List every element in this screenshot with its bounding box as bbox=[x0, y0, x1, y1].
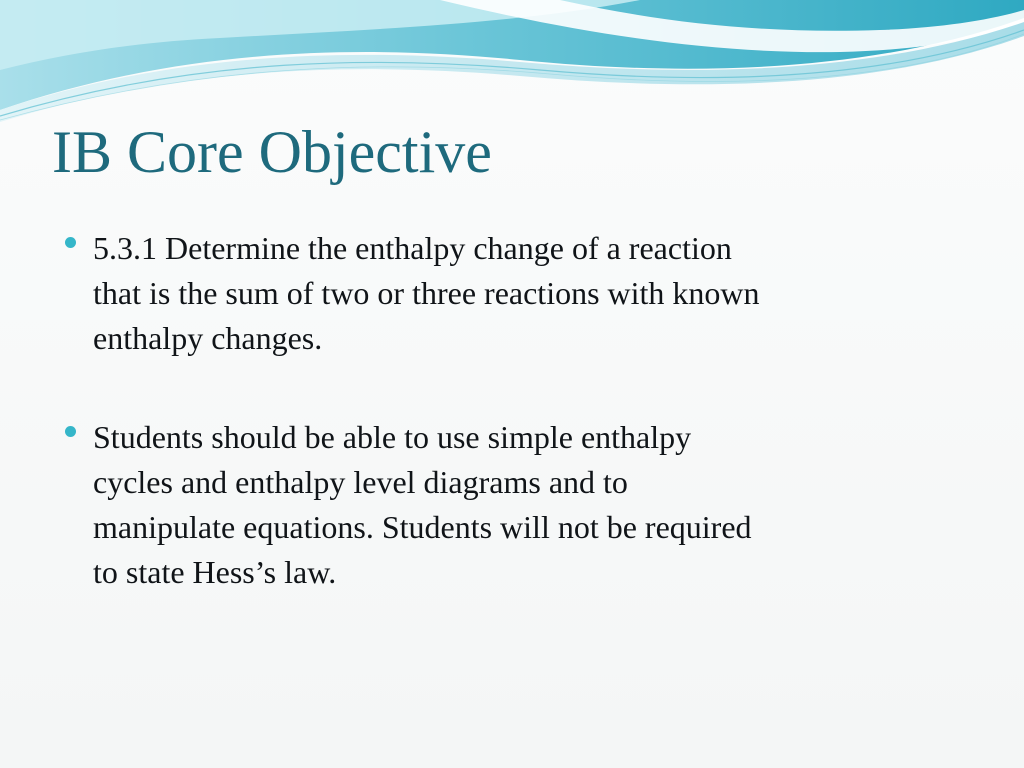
bullet-item-objective bbox=[0, 226, 1024, 361]
bullet-line: cycles and enthalpy level diagrams and to bbox=[93, 464, 628, 500]
bullet-dot-icon bbox=[65, 426, 76, 437]
bullet-line: enthalpy changes. bbox=[93, 320, 323, 356]
bullet-line: to state Hess’s law. bbox=[93, 554, 337, 590]
bullet-dot-icon bbox=[65, 237, 76, 248]
bullet-line: 5.3.1 Determine the enthalpy change of a reaction bbox=[93, 230, 732, 266]
bullet-text bbox=[93, 226, 973, 361]
bullet-line: Students should be able to use simple enthalpy bbox=[93, 419, 692, 455]
bullet-line: manipulate equations. Students will not be required bbox=[93, 509, 752, 545]
bullet-text bbox=[93, 415, 973, 595]
bullet-list bbox=[0, 226, 1024, 649]
bullet-item-students bbox=[0, 415, 1024, 595]
header-wave-decoration bbox=[0, 0, 1024, 130]
slide-title: IB Core Objective bbox=[52, 119, 492, 185]
bullet-line: that is the sum of two or three reactions with known bbox=[93, 275, 760, 311]
